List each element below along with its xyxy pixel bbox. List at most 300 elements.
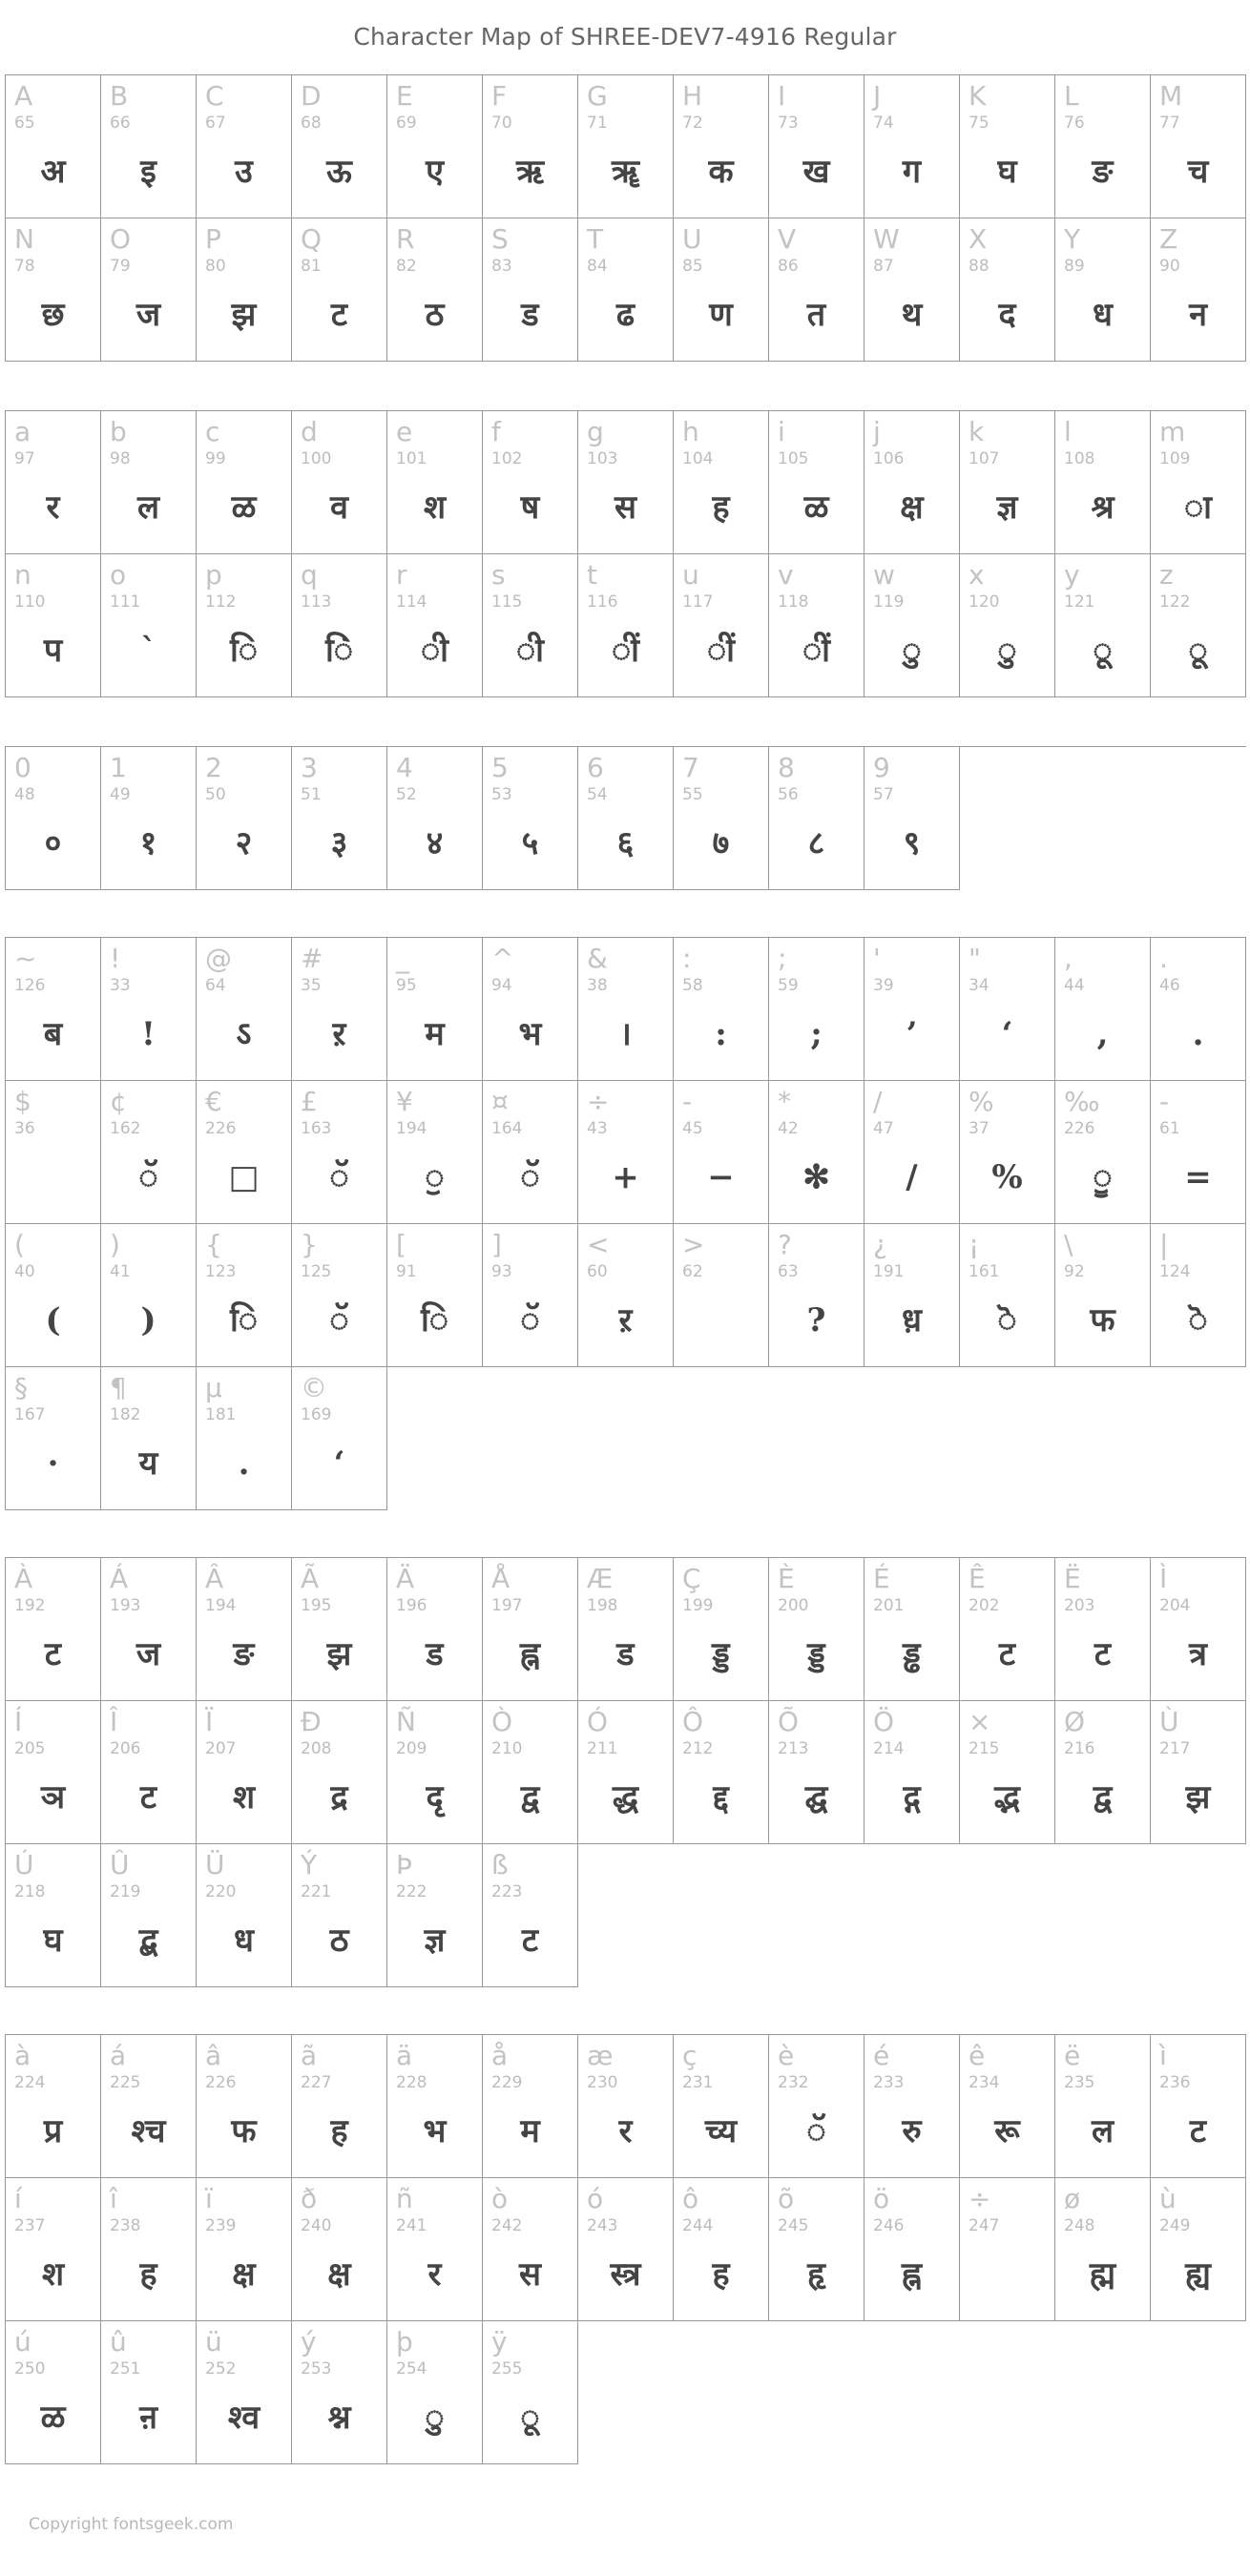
character-glyph: ॅ bbox=[138, 1158, 158, 1196]
character-code: 201 bbox=[873, 1596, 905, 1615]
character-glyph: ऱ bbox=[332, 1015, 346, 1053]
character-glyph: त्र bbox=[1189, 1635, 1207, 1673]
character-cell bbox=[197, 1081, 292, 1224]
character-glyph: ( bbox=[45, 1301, 61, 1340]
character-key-label: n bbox=[14, 559, 31, 591]
character-code: 90 bbox=[1159, 257, 1180, 276]
character-key-label: k bbox=[969, 416, 985, 447]
character-glyph: द bbox=[998, 296, 1016, 334]
character-code: 227 bbox=[301, 2073, 332, 2092]
character-code: 126 bbox=[14, 976, 46, 995]
character-key-label: ÷ bbox=[587, 1086, 610, 1117]
character-cell bbox=[483, 1701, 578, 1844]
character-key-label: Ü bbox=[205, 1849, 225, 1880]
character-code: 100 bbox=[301, 449, 332, 468]
character-glyph: ॠ bbox=[611, 153, 639, 191]
character-glyph: ध bbox=[1093, 296, 1113, 334]
character-glyph: ट bbox=[330, 296, 348, 334]
character-glyph: ञ bbox=[40, 1778, 66, 1817]
character-cell bbox=[387, 1224, 483, 1367]
character-code: 206 bbox=[110, 1739, 141, 1758]
character-glyph: ✻ bbox=[802, 1158, 830, 1196]
character-glyph: भ bbox=[518, 1015, 542, 1053]
character-key-label: Z bbox=[1159, 223, 1178, 255]
character-code: 99 bbox=[205, 449, 226, 468]
character-code: 216 bbox=[1064, 1739, 1095, 1758]
character-code: 191 bbox=[873, 1262, 905, 1281]
character-code: 197 bbox=[491, 1596, 523, 1615]
character-key-label: i bbox=[778, 416, 785, 447]
character-key-label: ^ bbox=[491, 943, 514, 974]
character-key-label: Ì bbox=[1159, 1563, 1168, 1594]
character-key-label: Ï bbox=[205, 1706, 214, 1737]
character-key-label: Ç bbox=[682, 1563, 701, 1594]
character-glyph: . bbox=[1192, 1015, 1204, 1053]
character-glyph: झ bbox=[326, 1635, 352, 1673]
character-code: 78 bbox=[14, 257, 35, 276]
character-glyph: ट bbox=[139, 1778, 157, 1817]
character-key-label: x bbox=[969, 559, 985, 591]
character-cell bbox=[292, 1844, 387, 1987]
character-cell bbox=[674, 75, 769, 218]
character-glyph: . bbox=[238, 1444, 250, 1483]
character-code: 47 bbox=[873, 1119, 894, 1138]
character-cell bbox=[578, 1081, 674, 1224]
character-key-label: ; bbox=[778, 943, 787, 974]
character-glyph: ा bbox=[1183, 488, 1212, 527]
character-code: 58 bbox=[682, 976, 703, 995]
character-code: 80 bbox=[205, 257, 226, 276]
character-key-label: Ô bbox=[682, 1706, 704, 1737]
character-key-label: j bbox=[873, 416, 881, 447]
character-glyph: द्ध bbox=[612, 1778, 639, 1817]
character-glyph: श्र bbox=[1091, 488, 1115, 527]
character-glyph: २ bbox=[235, 824, 253, 862]
character-cell bbox=[101, 75, 197, 218]
character-cell bbox=[1055, 411, 1151, 554]
character-key-label: Î bbox=[110, 1706, 118, 1737]
character-key-label: { bbox=[205, 1229, 222, 1260]
character-cell bbox=[865, 2035, 960, 2178]
character-glyph: झ bbox=[231, 296, 257, 334]
character-cell bbox=[197, 2178, 292, 2321]
character-glyph: क bbox=[708, 153, 734, 191]
character-code: 245 bbox=[778, 2216, 809, 2235]
character-glyph: % bbox=[991, 1158, 1023, 1196]
character-glyph: घ bbox=[997, 153, 1017, 191]
character-key-label: < bbox=[587, 1229, 610, 1260]
character-key-label: T bbox=[587, 223, 604, 255]
character-cell bbox=[6, 1558, 101, 1701]
character-code: 211 bbox=[587, 1739, 618, 1758]
character-glyph: ट bbox=[521, 1922, 539, 1960]
character-code: 200 bbox=[778, 1596, 809, 1615]
character-cell bbox=[292, 1701, 387, 1844]
character-key-label: Ú bbox=[14, 1849, 34, 1880]
character-glyph: थ bbox=[901, 296, 923, 334]
character-glyph: ङ bbox=[233, 1635, 255, 1673]
character-code: 85 bbox=[682, 257, 703, 276]
character-glyph: र bbox=[618, 2112, 633, 2150]
character-cell bbox=[769, 1558, 865, 1701]
character-code: 67 bbox=[205, 114, 226, 133]
character-cell bbox=[197, 218, 292, 362]
character-glyph: ॆ bbox=[1188, 1301, 1208, 1340]
character-code: 94 bbox=[491, 976, 512, 995]
character-key-label: è bbox=[778, 2040, 795, 2071]
character-glyph: द्ब bbox=[138, 1922, 158, 1960]
character-key-label: Â bbox=[205, 1563, 224, 1594]
character-cell bbox=[197, 1367, 292, 1510]
character-glyph: ि bbox=[420, 1301, 448, 1340]
character-cell bbox=[1151, 75, 1246, 218]
character-code: 182 bbox=[110, 1405, 141, 1424]
character-cell bbox=[1055, 1701, 1151, 1844]
character-key-label: Y bbox=[1064, 223, 1081, 255]
character-glyph: ख bbox=[802, 153, 830, 191]
character-glyph: ड्ढ bbox=[903, 1635, 921, 1673]
character-cell bbox=[483, 75, 578, 218]
character-key-label: ë bbox=[1064, 2040, 1081, 2071]
character-key-label: ø bbox=[1064, 2183, 1081, 2214]
character-glyph: व bbox=[330, 488, 348, 527]
character-key-label: Ñ bbox=[396, 1706, 416, 1737]
character-cell bbox=[6, 1367, 101, 1510]
character-cell bbox=[197, 747, 292, 890]
character-cell bbox=[483, 1224, 578, 1367]
character-code: 70 bbox=[491, 114, 512, 133]
character-key-label: m bbox=[1159, 416, 1186, 447]
character-code: 91 bbox=[396, 1262, 417, 1281]
character-key-label: ¶ bbox=[110, 1372, 127, 1403]
character-code: 76 bbox=[1064, 114, 1085, 133]
character-glyph: ह्न bbox=[901, 2255, 923, 2294]
character-glyph: ; bbox=[810, 1015, 823, 1053]
character-key-label: 9 bbox=[873, 752, 890, 783]
character-code: 163 bbox=[301, 1119, 332, 1138]
character-key-label: Ä bbox=[396, 1563, 415, 1594]
character-cell bbox=[960, 1081, 1055, 1224]
character-glyph: ऋ bbox=[515, 153, 544, 191]
character-cell bbox=[1055, 218, 1151, 362]
character-code: 181 bbox=[205, 1405, 237, 1424]
character-cell bbox=[292, 2035, 387, 2178]
character-glyph: क्ष bbox=[900, 488, 924, 527]
character-glyph: ह्म bbox=[1089, 2255, 1116, 2294]
character-code: 210 bbox=[491, 1739, 523, 1758]
character-grid-latin1-lower bbox=[5, 2034, 1246, 2464]
character-cell bbox=[960, 1701, 1055, 1844]
character-code: 107 bbox=[969, 449, 1000, 468]
character-key-label: _ bbox=[396, 943, 409, 974]
character-code: 229 bbox=[491, 2073, 523, 2092]
character-cell bbox=[865, 2178, 960, 2321]
character-glyph: ब bbox=[43, 1015, 63, 1053]
character-code: 59 bbox=[778, 976, 799, 995]
character-glyph: ीं bbox=[611, 632, 639, 670]
character-glyph: श bbox=[423, 488, 447, 527]
character-key-label: ã bbox=[301, 2040, 318, 2071]
character-cell bbox=[197, 411, 292, 554]
character-code: 50 bbox=[205, 785, 226, 804]
character-code: 105 bbox=[778, 449, 809, 468]
character-key-label: a bbox=[14, 416, 31, 447]
character-code: 115 bbox=[491, 592, 523, 612]
character-glyph: ४ bbox=[426, 824, 444, 862]
character-glyph: ७ bbox=[712, 824, 730, 862]
character-cell bbox=[578, 747, 674, 890]
character-cell bbox=[865, 747, 960, 890]
character-cell bbox=[101, 1224, 197, 1367]
character-glyph: ङ bbox=[1092, 153, 1114, 191]
character-key-label: Ò bbox=[491, 1706, 513, 1737]
character-cell bbox=[960, 411, 1055, 554]
character-code: 119 bbox=[873, 592, 905, 612]
character-key-label: ' bbox=[873, 943, 881, 974]
character-cell bbox=[387, 554, 483, 697]
character-key-label: X bbox=[969, 223, 988, 255]
character-cell bbox=[769, 1081, 865, 1224]
character-cell bbox=[292, 1367, 387, 1510]
character-key-label: Á bbox=[110, 1563, 129, 1594]
character-key-label: Ã bbox=[301, 1563, 320, 1594]
character-glyph: दृ bbox=[426, 1778, 444, 1817]
character-glyph: ळ bbox=[40, 2399, 66, 2437]
character-cell bbox=[1151, 1558, 1246, 1701]
character-code: 74 bbox=[873, 114, 894, 133]
character-code: 125 bbox=[301, 1262, 332, 1281]
character-cell bbox=[674, 938, 769, 1081]
character-code: 204 bbox=[1159, 1596, 1191, 1615]
character-key-label: b bbox=[110, 416, 127, 447]
character-key-label: ó bbox=[587, 2183, 604, 2214]
character-key-label: # bbox=[301, 943, 323, 974]
character-cell bbox=[1055, 2178, 1151, 2321]
character-glyph: ष bbox=[520, 488, 540, 527]
character-cell bbox=[292, 1224, 387, 1367]
character-glyph: छ bbox=[41, 296, 65, 334]
character-glyph: □ bbox=[228, 1158, 260, 1196]
character-glyph: ॗ bbox=[1093, 1158, 1113, 1196]
character-key-label: % bbox=[969, 1086, 994, 1117]
character-key-label: ÿ bbox=[491, 2326, 508, 2358]
character-grid-digits bbox=[5, 746, 1246, 890]
character-key-label: Å bbox=[491, 1563, 510, 1594]
character-glyph: , bbox=[1096, 1015, 1109, 1053]
character-key-label: ç bbox=[682, 2040, 698, 2071]
character-key-label: N bbox=[14, 223, 34, 255]
character-key-label: g bbox=[587, 416, 604, 447]
character-code: 112 bbox=[205, 592, 237, 612]
character-key-label: K bbox=[969, 80, 987, 112]
character-cell bbox=[960, 75, 1055, 218]
character-code: 116 bbox=[587, 592, 618, 612]
character-glyph: त bbox=[806, 296, 826, 334]
character-cell bbox=[6, 218, 101, 362]
character-key-label: ô bbox=[682, 2183, 699, 2214]
character-cell bbox=[674, 411, 769, 554]
character-cell bbox=[578, 75, 674, 218]
character-key-label: $ bbox=[14, 1086, 31, 1117]
character-key-label: I bbox=[778, 80, 786, 112]
character-key-label: H bbox=[682, 80, 703, 112]
character-glyph: ठ bbox=[329, 1922, 349, 1960]
character-cell bbox=[483, 2035, 578, 2178]
character-code: 49 bbox=[110, 785, 131, 804]
character-key-label: ( bbox=[14, 1229, 25, 1260]
character-code: 238 bbox=[110, 2216, 141, 2235]
character-code: 35 bbox=[301, 976, 322, 995]
character-code: 106 bbox=[873, 449, 905, 468]
character-cell bbox=[101, 2321, 197, 2464]
character-glyph: ॅ bbox=[329, 1301, 349, 1340]
character-cell bbox=[483, 218, 578, 362]
character-cell bbox=[197, 2035, 292, 2178]
character-key-label: y bbox=[1064, 559, 1080, 591]
character-cell bbox=[197, 75, 292, 218]
character-glyph: ग bbox=[902, 153, 922, 191]
character-glyph: ु bbox=[902, 632, 922, 670]
character-cell bbox=[1055, 1558, 1151, 1701]
character-glyph: फ bbox=[1090, 1301, 1115, 1340]
character-glyph: / bbox=[906, 1158, 918, 1196]
character-code: 66 bbox=[110, 114, 131, 133]
character-cell bbox=[769, 75, 865, 218]
character-key-label: * bbox=[778, 1086, 791, 1117]
character-key-label: Ó bbox=[587, 1706, 609, 1737]
character-code: 250 bbox=[14, 2359, 46, 2379]
character-cell bbox=[960, 554, 1055, 697]
character-glyph: द्घ bbox=[804, 1778, 828, 1817]
character-glyph: श्व bbox=[227, 2399, 260, 2437]
character-cell bbox=[1151, 938, 1246, 1081]
character-code: 95 bbox=[396, 976, 417, 995]
character-cell bbox=[292, 1081, 387, 1224]
character-key-label: 6 bbox=[587, 752, 604, 783]
character-glyph: ॅ bbox=[329, 1158, 349, 1196]
character-cell bbox=[865, 411, 960, 554]
character-code: 117 bbox=[682, 592, 714, 612]
character-cell bbox=[769, 218, 865, 362]
character-key-label: À bbox=[14, 1563, 33, 1594]
character-code: 205 bbox=[14, 1739, 46, 1758]
character-cell bbox=[674, 747, 769, 890]
character-code: 60 bbox=[587, 1262, 608, 1281]
character-glyph: य bbox=[138, 1444, 158, 1483]
character-code: 161 bbox=[969, 1262, 1000, 1281]
character-glyph: हृ bbox=[807, 2255, 825, 2294]
character-cell bbox=[674, 1081, 769, 1224]
character-key-label: , bbox=[1064, 943, 1073, 974]
character-key-label: ¥ bbox=[396, 1086, 413, 1117]
character-glyph: श्च bbox=[131, 2112, 166, 2150]
character-key-label: l bbox=[1064, 416, 1072, 447]
character-key-label: ¢ bbox=[110, 1086, 127, 1117]
character-glyph: प bbox=[43, 632, 63, 670]
character-key-label: 5 bbox=[491, 752, 509, 783]
character-code: 104 bbox=[682, 449, 714, 468]
character-code: 97 bbox=[14, 449, 35, 468]
character-glyph: र bbox=[427, 2255, 442, 2294]
character-code: 122 bbox=[1159, 592, 1191, 612]
character-glyph: स bbox=[615, 488, 636, 527]
character-code: 61 bbox=[1159, 1119, 1180, 1138]
character-cell bbox=[387, 747, 483, 890]
character-cell bbox=[292, 75, 387, 218]
character-code: 195 bbox=[301, 1596, 332, 1615]
character-cell bbox=[387, 1701, 483, 1844]
character-key-label: q bbox=[301, 559, 318, 591]
character-glyph: ठ bbox=[425, 296, 445, 334]
character-cell bbox=[292, 218, 387, 362]
character-key-label: & bbox=[587, 943, 608, 974]
character-glyph: म bbox=[425, 1015, 445, 1053]
character-key-label: : bbox=[682, 943, 692, 974]
character-glyph: द्व bbox=[520, 1778, 540, 1817]
character-cell bbox=[674, 2035, 769, 2178]
character-glyph: ि bbox=[229, 632, 258, 670]
character-cell bbox=[960, 1558, 1055, 1701]
character-code: 38 bbox=[587, 976, 608, 995]
character-key-label: à bbox=[14, 2040, 31, 2071]
character-key-label: û bbox=[110, 2326, 127, 2358]
character-cell bbox=[6, 411, 101, 554]
character-glyph: ʻ bbox=[333, 1444, 345, 1483]
character-key-label: u bbox=[682, 559, 699, 591]
character-key-label: / bbox=[873, 1086, 883, 1117]
character-cell bbox=[1055, 2035, 1151, 2178]
character-glyph: ’ bbox=[906, 1015, 918, 1053]
character-glyph: ध bbox=[234, 1922, 254, 1960]
character-code: 51 bbox=[301, 785, 322, 804]
character-glyph: ) bbox=[140, 1301, 156, 1340]
character-code: 102 bbox=[491, 449, 523, 468]
character-code: 89 bbox=[1064, 257, 1085, 276]
character-code: 65 bbox=[14, 114, 35, 133]
character-glyph: + bbox=[612, 1158, 639, 1196]
character-code: 167 bbox=[14, 1405, 46, 1424]
character-glyph: स्त्र bbox=[610, 2255, 641, 2294]
character-glyph: ह bbox=[139, 2255, 157, 2294]
character-key-label: £ bbox=[301, 1086, 318, 1117]
character-cell bbox=[483, 2321, 578, 2464]
character-code: 225 bbox=[110, 2073, 141, 2092]
character-glyph: क्ष bbox=[232, 2255, 256, 2294]
character-glyph: श bbox=[41, 2255, 65, 2294]
character-cell bbox=[292, 411, 387, 554]
character-key-label: 8 bbox=[778, 752, 795, 783]
character-glyph: ह्न bbox=[519, 1635, 541, 1673]
character-code: 196 bbox=[396, 1596, 427, 1615]
character-code: 88 bbox=[969, 257, 990, 276]
character-cell bbox=[865, 554, 960, 697]
character-cell bbox=[865, 1081, 960, 1224]
character-key-label: @ bbox=[205, 943, 232, 974]
character-key-label: í bbox=[14, 2183, 22, 2214]
character-cell bbox=[483, 2178, 578, 2321]
character-cell bbox=[101, 1558, 197, 1701]
character-cell bbox=[960, 2035, 1055, 2178]
character-code: 108 bbox=[1064, 449, 1095, 468]
character-key-label: J bbox=[873, 80, 882, 112]
character-key-label: õ bbox=[778, 2183, 795, 2214]
character-key-label: O bbox=[110, 223, 132, 255]
character-cell bbox=[6, 1081, 101, 1224]
character-code: 62 bbox=[682, 1262, 703, 1281]
character-key-label: ÷ bbox=[969, 2183, 991, 2214]
character-glyph: झ bbox=[1185, 1778, 1211, 1817]
character-glyph: ट bbox=[1189, 2112, 1207, 2150]
